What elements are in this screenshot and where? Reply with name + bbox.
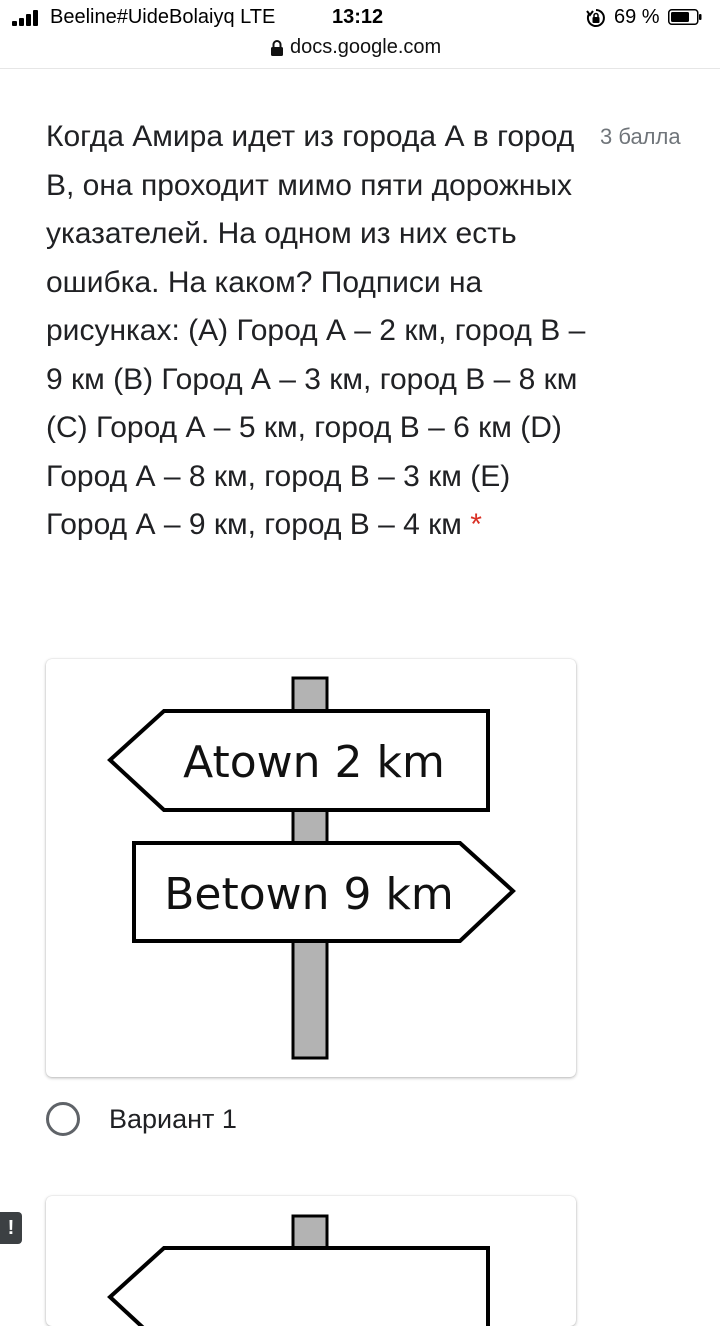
- url-domain: docs.google.com: [290, 36, 442, 58]
- signal-icon: [12, 10, 42, 26]
- clock: 13:12: [332, 6, 384, 28]
- carrier-label: Beeline#UideBolaiyq LTE: [50, 6, 276, 28]
- question-text: Когда Амира идет из города А в город В, она проходит мимо пяти дорожных указателей. На одном из них есть ошибка. На каком? Подписи на рисунках: (A) Город А – 2 км, город В – 9 км (B) Город А – 3 км, город В – 8 км (C) Город А – 5 км, город В – 6 км (D) Город А – 8 км, город В – 3 км (E) Город А – 9 км, город В – 4 км: [46, 120, 586, 541]
- required-asterisk: *: [470, 508, 482, 541]
- battery-percent: 69 %: [614, 6, 660, 28]
- url-bar[interactable]: [0, 34, 720, 66]
- report-issue-tab[interactable]: !: [0, 1212, 22, 1244]
- signpost-image: [46, 659, 576, 1077]
- battery-icon: [668, 9, 702, 25]
- url-bar-divider: [0, 68, 720, 69]
- sign-bottom-text: Betown 9 km: [164, 869, 454, 920]
- question-points: 3 балла: [600, 124, 681, 149]
- option-label[interactable]: Вариант 1: [109, 1104, 237, 1134]
- sign-board-left-2: [110, 1248, 488, 1326]
- screen-lock-icon: [586, 8, 606, 28]
- sign-image-card: [46, 659, 576, 1077]
- question-title: [46, 113, 591, 550]
- radio-button-icon[interactable]: [46, 1102, 80, 1136]
- signpost-image-2: [46, 1196, 576, 1326]
- status-bar: [0, 0, 720, 36]
- padlock-icon: [270, 39, 284, 57]
- sign-top-text: Atown 2 km: [183, 737, 445, 788]
- sign-image-card-2: [46, 1196, 576, 1326]
